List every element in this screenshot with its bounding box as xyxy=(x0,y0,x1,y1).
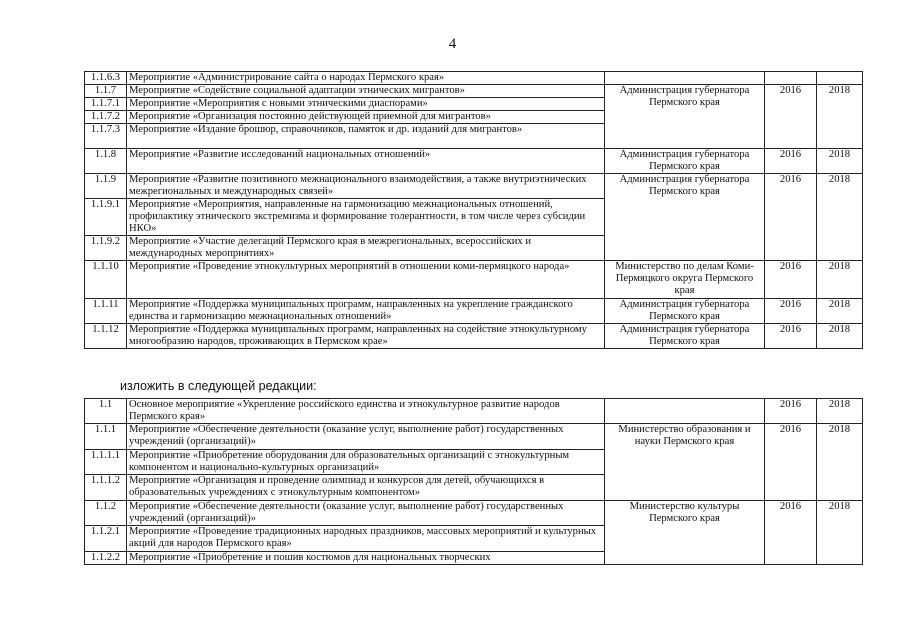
row-name: Мероприятие «Участие делегаций Пермского края в межрегиональных, всероссийских и международных мероприятиях» xyxy=(127,236,605,261)
row-responsible: Министерство образования и науки Пермского края xyxy=(605,424,765,501)
table-row xyxy=(85,72,863,85)
row-name: Мероприятие «Развитие позитивного межнационального взаимодействия, а также внутриэтнических межрегиональных и международных связей» xyxy=(127,174,605,199)
row-code: 1.1.8 xyxy=(85,149,127,174)
table-row xyxy=(85,424,863,450)
row-code: 1.1.6.3 xyxy=(85,72,127,85)
table-row xyxy=(85,299,863,324)
row-code: 1.1 xyxy=(85,399,127,424)
row-end-year: 2018 xyxy=(817,501,863,565)
row-name: Мероприятие «Обеспечение деятельности (оказание услуг, выполнение работ) государственных учреждений (организаций)» xyxy=(127,424,605,450)
row-responsible: Министерство по делам Коми-Пермяцкого округа Пермского края xyxy=(605,261,765,299)
row-start-year: 2016 xyxy=(765,174,817,261)
row-name: Мероприятие «Поддержка муниципальных программ, направленных на укрепление гражданского единства и гармонизацию межнациональных отношений» xyxy=(127,299,605,324)
row-end-year: 2018 xyxy=(817,174,863,261)
row-name: Мероприятие «Проведение этнокультурных мероприятий в отношении коми-пермяцкого народа» xyxy=(127,261,605,299)
row-responsible: Администрация губернатора Пермского края xyxy=(605,85,765,149)
row-name: Мероприятие «Приобретение оборудования для образовательных организаций с этнокультурным компонентом и национально-культурных организаций» xyxy=(127,450,605,475)
row-responsible: Администрация губернатора Пермского края xyxy=(605,324,765,349)
row-responsible: Администрация губернатора Пермского края xyxy=(605,149,765,174)
row-code: 1.1.7.3 xyxy=(85,124,127,149)
row-start-year: 2016 xyxy=(765,501,817,565)
programme-table-new xyxy=(84,398,863,565)
row-name: Мероприятие «Организация постоянно действующей приемной для мигрантов» xyxy=(127,111,605,124)
row-code: 1.1.7.2 xyxy=(85,111,127,124)
row-end-year: 2018 xyxy=(817,261,863,299)
row-name: Мероприятие «Обеспечение деятельности (оказание услуг, выполнение работ) государственных учреждений (организаций)» xyxy=(127,501,605,526)
row-code: 1.1.1.1 xyxy=(85,450,127,475)
row-start-year: 2016 xyxy=(765,85,817,149)
table-row xyxy=(85,501,863,526)
row-name: Мероприятие «Мероприятия с новыми этническими диаспорами» xyxy=(127,98,605,111)
row-name: Мероприятие «Развитие исследований национальных отношений» xyxy=(127,149,605,174)
table-row xyxy=(85,324,863,349)
row-start-year: 2016 xyxy=(765,299,817,324)
row-name: Основное мероприятие «Укрепление российского единства и этнокультурное развитие народов Пермского края» xyxy=(127,399,605,424)
row-start-year: 2016 xyxy=(765,149,817,174)
row-code: 1.1.9 xyxy=(85,174,127,199)
row-code: 1.1.9.1 xyxy=(85,199,127,236)
row-start-year: 2016 xyxy=(765,424,817,501)
row-name: Мероприятие «Издание брошюр, справочников, памяток и др. изданий для мигрантов» xyxy=(127,124,605,149)
row-code: 1.1.9.2 xyxy=(85,236,127,261)
row-name: Мероприятие «Администрирование сайта о народах Пермского края» xyxy=(127,72,605,85)
row-start-year: 2016 xyxy=(765,324,817,349)
row-code: 1.1.11 xyxy=(85,299,127,324)
row-end-year: 2018 xyxy=(817,424,863,501)
row-name: Мероприятие «Поддержка муниципальных программ, направленных на содействие этнокультурному многообразию народов, проживающих в Пермском крае» xyxy=(127,324,605,349)
row-end-year: 2018 xyxy=(817,399,863,424)
row-code: 1.1.7 xyxy=(85,85,127,98)
row-name: Мероприятие «Содействие социальной адаптации этнических мигрантов» xyxy=(127,85,605,98)
row-responsible: Администрация губернатора Пермского края xyxy=(605,299,765,324)
row-end-year: 2018 xyxy=(817,324,863,349)
row-code: 1.1.2 xyxy=(85,501,127,526)
row-code: 1.1.10 xyxy=(85,261,127,299)
row-code: 1.1.2.2 xyxy=(85,552,127,565)
row-code: 1.1.1 xyxy=(85,424,127,450)
row-name: Мероприятие «Мероприятия, направленные на гармонизацию межнациональных отношений, профилактику этнического экстремизма и формирование толерантности, в том числе через субсидии НКО» xyxy=(127,199,605,236)
row-responsible: Министерство культуры Пермского края xyxy=(605,501,765,565)
programme-table-old xyxy=(84,71,863,349)
table-row xyxy=(85,399,863,424)
table-row xyxy=(85,261,863,299)
instruction-text: изложить в следующей редакции: xyxy=(120,379,317,393)
row-responsible: Администрация губернатора Пермского края xyxy=(605,174,765,261)
row-name: Мероприятие «Приобретение и пошив костюмов для национальных творческих xyxy=(127,552,605,565)
row-code: 1.1.2.1 xyxy=(85,526,127,552)
row-code: 1.1.7.1 xyxy=(85,98,127,111)
row-code: 1.1.1.2 xyxy=(85,475,127,501)
row-name: Мероприятие «Проведение традиционных народных праздников, массовых мероприятий и культурных акций для народов Пермского края» xyxy=(127,526,605,552)
table-row xyxy=(85,85,863,98)
row-start-year: 2016 xyxy=(765,261,817,299)
row-end-year: 2018 xyxy=(817,85,863,149)
row-end-year: 2018 xyxy=(817,299,863,324)
table-row xyxy=(85,174,863,199)
page-number: 4 xyxy=(448,36,457,52)
row-end-year: 2018 xyxy=(817,149,863,174)
row-code: 1.1.12 xyxy=(85,324,127,349)
row-name: Мероприятие «Организация и проведение олимпиад и конкурсов для детей, обучающихся в образовательных учреждениях с этнокультурным компонентом» xyxy=(127,475,605,501)
table-row xyxy=(85,149,863,174)
row-start-year: 2016 xyxy=(765,399,817,424)
